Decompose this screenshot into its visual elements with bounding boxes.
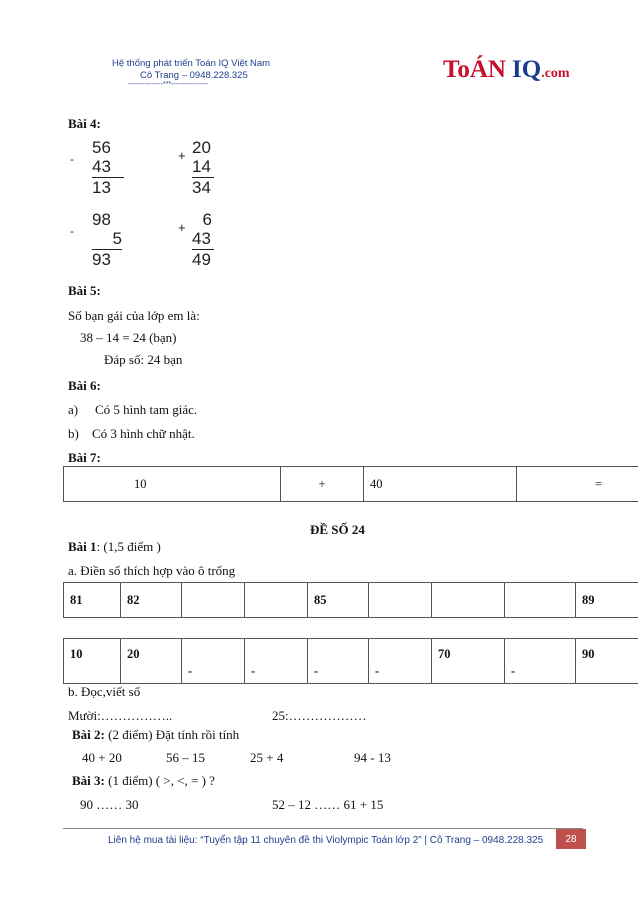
bai4-p3-b: 5 (92, 229, 122, 250)
de24-n25: 25:……………… (272, 708, 367, 723)
de24-row1-cell: 89 (576, 583, 638, 618)
bai4-title: Bài 4: (68, 116, 101, 131)
bai4-p1-b: 43 (92, 157, 124, 178)
bai4-p4-a: 6 (202, 210, 212, 229)
page-number: 28 (565, 834, 577, 845)
bai4-p3-r: 93 (92, 250, 111, 269)
bai4-p4-r: 49 (192, 250, 211, 269)
header-line-2: Cô Trang – 0948.228.325 (140, 70, 248, 81)
bai6-b-text: Có 3 hình chữ nhật. (92, 426, 195, 441)
table-row (64, 467, 638, 502)
de24-muoi: Mười:…………….. (68, 708, 173, 723)
de24-row2-cell: - (308, 639, 369, 684)
bai5-line-2: 38 – 14 = 24 (bạn) (80, 330, 177, 345)
de24-row2-cell: 70 (432, 639, 505, 684)
de24-bai3-a: 90 …… 30 (80, 797, 139, 812)
bai7-table (63, 466, 638, 502)
bai4-p1-r: 13 (92, 178, 111, 197)
de24-bai2 (72, 727, 239, 743)
de24-row2-cell: 10 (64, 639, 121, 684)
de24-row1-cell (369, 583, 432, 618)
bai4-op-1: - (70, 152, 74, 166)
de24-bai2-item: 25 + 4 (250, 750, 284, 765)
bai4-p2-r: 34 (192, 178, 211, 197)
de24-row1-cell (505, 583, 576, 618)
de24-a-text: a. Điền số thích hợp vào ô trống (68, 563, 236, 578)
table-row (64, 583, 638, 618)
de24-bai1-rest: : (1,5 điểm ) (96, 539, 161, 554)
de24-bai2-rest: (2 điểm) Đặt tính rồi tính (104, 727, 240, 742)
de24-row1-cell: 81 (64, 583, 121, 618)
bai4-op-3: - (70, 224, 74, 238)
de24-row1-table (63, 582, 638, 618)
bai6-title: Bài 6: (68, 378, 101, 393)
logo-com: .com (541, 66, 570, 81)
de24-row2-table (63, 638, 638, 684)
bai4-p2-a: 20 (192, 138, 211, 157)
bai4-op-4: + (178, 220, 186, 235)
de24-bai1-title: Bài 1 (68, 539, 97, 554)
bai7-cell: + (281, 467, 364, 502)
bai4-p3-a: 98 (92, 210, 111, 229)
de24-row2-cell: - (182, 639, 245, 684)
bai4-op-2: + (178, 148, 186, 163)
header-line-3: ---------------***---------------- (128, 81, 209, 88)
de24-bai2-title: Bài 2: (72, 727, 105, 742)
bai6-b-label: b) (68, 426, 79, 441)
bai6-a-text: Có 5 hình tam giác. (95, 402, 198, 417)
bai7-cell: = (517, 467, 638, 502)
de24-title: ĐỀ SỐ 24 (310, 522, 365, 537)
bai4-p4-b: 43 (192, 229, 214, 250)
bai4-p2-b: 14 (192, 157, 214, 178)
logo-iq: IQ (512, 56, 542, 83)
bai7-cell: 40 (364, 467, 517, 502)
de24-row1-cell (245, 583, 308, 618)
logo (443, 56, 570, 84)
bai5-title: Bài 5: (68, 283, 101, 298)
de24-row2-cell: - (245, 639, 308, 684)
de24-bai3-title: Bài 3: (72, 773, 105, 788)
de24-row1-cell: 85 (308, 583, 369, 618)
de24-b-text: b. Đọc,viết số (68, 684, 141, 699)
de24-bai2-item: 56 – 15 (166, 750, 205, 765)
de24-bai2-item: 40 + 20 (82, 750, 122, 765)
de24-bai3 (72, 773, 215, 789)
de24-bai2-item: 94 - 13 (354, 750, 391, 765)
de24-row1-cell (182, 583, 245, 618)
bai6-a-label: a) (68, 402, 79, 417)
bai7-title: Bài 7: (68, 450, 101, 465)
footer-text: Liên hệ mua tài liệu: “Tuyển tập 11 chuyên đề thi Violympic Toán lớp 2” | Cô Trang – 0948.228.325 (108, 835, 544, 846)
bai4-p1-a: 56 (92, 138, 111, 157)
de24-bai3-rest: (1 điểm) ( >, <, = ) ? (104, 773, 215, 788)
header-line-1: Hệ thống phát triển Toán IQ Việt Nam (112, 58, 271, 69)
de24-row2-cell: 20 (121, 639, 182, 684)
de24-row2-cell: 90 (576, 639, 638, 684)
logo-toan: ToÁN (443, 56, 506, 83)
de24-row2-cell: - (505, 639, 576, 684)
table-row (64, 639, 638, 684)
bai5-answer: Đáp số: 24 bạn (104, 352, 183, 367)
de24-bai1 (68, 539, 161, 555)
de24-row1-cell: 82 (121, 583, 182, 618)
footer-rule (63, 828, 583, 829)
bai7-cell: 10 (64, 467, 281, 502)
de24-row2-cell: - (369, 639, 432, 684)
de24-bai3-b: 52 – 12 …… 61 + 15 (272, 797, 384, 812)
de24-row1-cell (432, 583, 505, 618)
bai5-line-1: Số bạn gái của lớp em là: (68, 308, 200, 323)
